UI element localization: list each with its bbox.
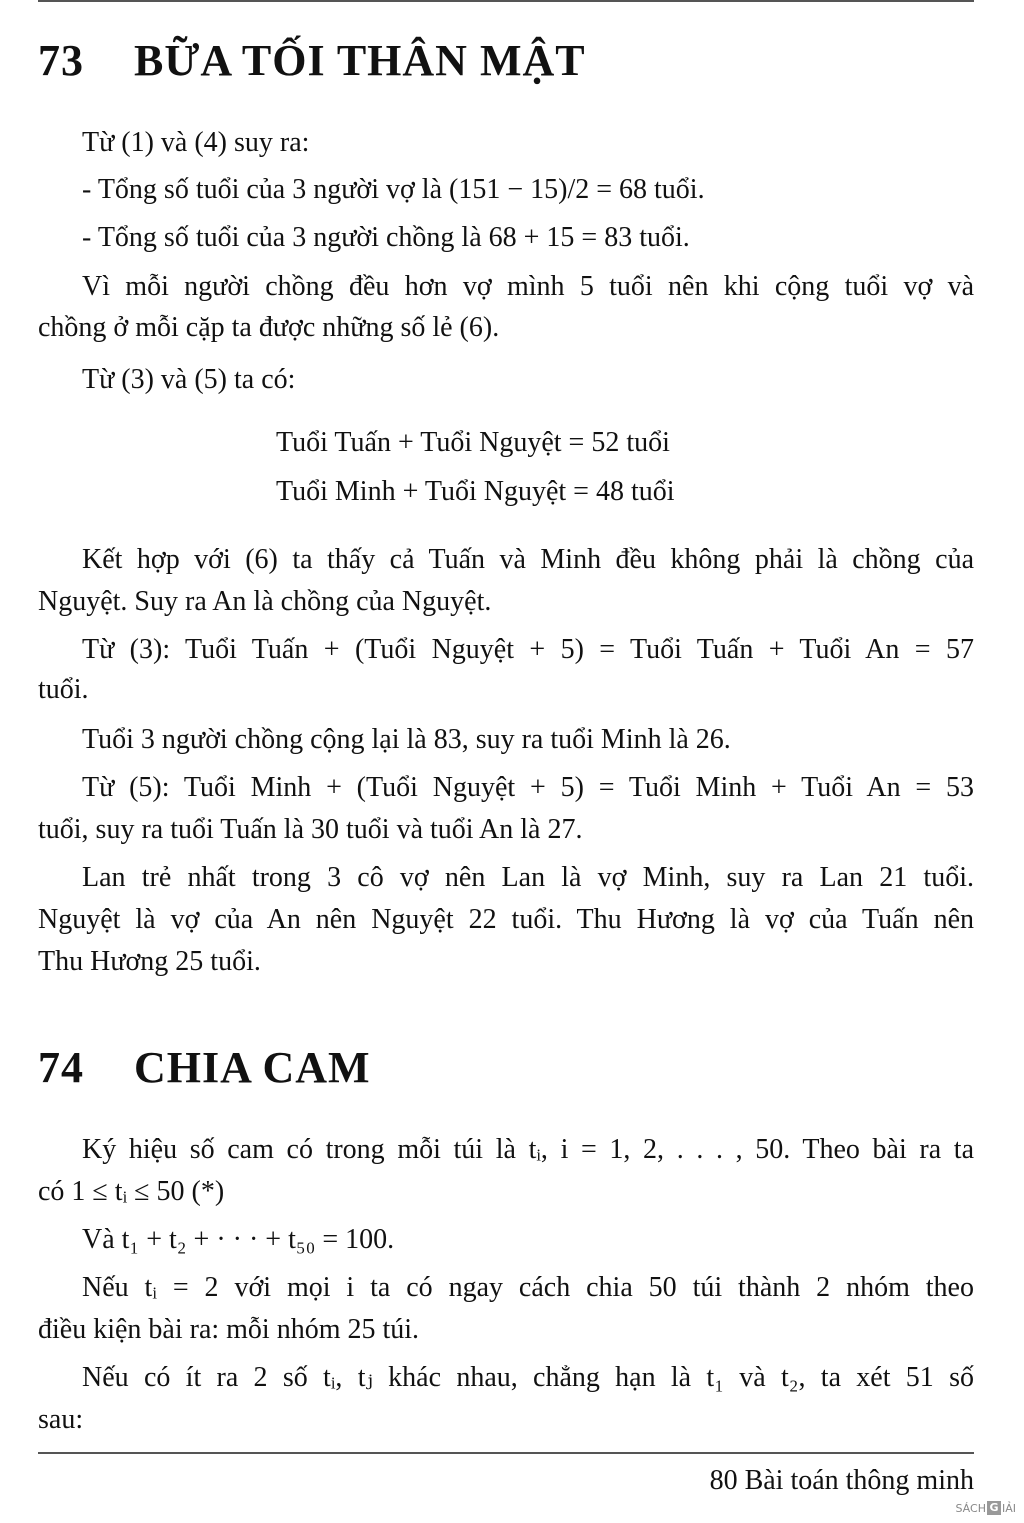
text-line: Từ (3): Tuổi Tuấn + (Tuổi Nguyệt + 5) = Tuổi Tuấn + Tuổi An = 57 (82, 634, 974, 665)
section-number: 74 (38, 1043, 84, 1092)
text-line: Nguyệt. Suy ra An là chồng của Nguyệt. (38, 586, 492, 617)
text-line: Từ (5): Tuổi Minh + (Tuổi Nguyệt + 5) = Tuổi Minh + Tuổi An = 53 (82, 772, 974, 803)
text-line: Nguyệt là vợ của An nên Nguyệt 22 tuổi. Thu Hương là vợ của Tuấn nên (38, 904, 974, 935)
section-title: BỮA TỐI THÂN MẬT (134, 36, 586, 85)
text-line: - Tổng số tuổi của 3 người chồng là 68 + 15 = 83 tuổi. (82, 222, 690, 253)
text-line: điều kiện bài ra: mỗi nhóm 25 túi. (38, 1314, 420, 1345)
text-line: Từ (1) và (4) suy ra: (82, 127, 310, 158)
top-rule (38, 0, 974, 2)
text-line: Và t₁ + t₂ + · · · + t₅₀ = 100. (82, 1224, 395, 1255)
bottom-rule (38, 1452, 974, 1454)
text-line: sau: (38, 1404, 84, 1435)
text-line: có 1 ≤ tᵢ ≤ 50 (*) (38, 1176, 225, 1207)
page-footer: 80 Bài toán thông minh (709, 1465, 974, 1496)
text-line: tuổi. (38, 674, 89, 705)
equation-line: Tuổi Tuấn + Tuổi Nguyệt = 52 tuổi (276, 427, 670, 458)
text-line: Kết hợp với (6) ta thấy cả Tuấn và Minh đều không phải là chồng của (82, 544, 974, 575)
text-line: Vì mỗi người chồng đều hơn vợ mình 5 tuổi nên khi cộng tuổi vợ và (82, 271, 974, 302)
text-line: Nếu có ít ra 2 số tᵢ, tⱼ khác nhau, chẳng hạn là t₁ và t₂, ta xét 51 số (82, 1362, 974, 1393)
text-line: Thu Hương 25 tuổi. (38, 946, 261, 977)
section-heading-73 (38, 36, 586, 86)
text-line: Tuổi 3 người chồng cộng lại là 83, suy ra tuổi Minh là 26. (82, 724, 731, 755)
section-number: 73 (38, 36, 84, 85)
text-line: Lan trẻ nhất trong 3 cô vợ nên Lan là vợ Minh, suy ra Lan 21 tuổi. (82, 862, 974, 893)
section-heading-74 (38, 1043, 371, 1093)
text-line: Từ (3) và (5) ta có: (82, 364, 296, 395)
logo-text: SÁCH (955, 1501, 986, 1515)
text-line: tuổi, suy ra tuổi Tuấn là 30 tuổi và tuổi An là 27. (38, 814, 583, 845)
logo-mark: G (987, 1501, 1001, 1515)
text-line: chồng ở mỗi cặp ta được những số lẻ (6). (38, 312, 500, 343)
text-line: Nếu tᵢ = 2 với mọi i ta có ngay cách chia 50 túi thành 2 nhóm theo (82, 1272, 974, 1303)
watermark-logo (956, 1501, 1017, 1515)
text-line: Ký hiệu số cam có trong mỗi túi là tᵢ, i = 1, 2, . . . , 50. Theo bài ra ta (82, 1134, 974, 1165)
section-title: CHIA CAM (134, 1043, 371, 1092)
logo-text: IẢI (1001, 1501, 1016, 1515)
text-line: - Tổng số tuổi của 3 người vợ là (151 − 15)/2 = 68 tuổi. (82, 174, 705, 205)
equation-line: Tuổi Minh + Tuổi Nguyệt = 48 tuổi (276, 476, 675, 507)
